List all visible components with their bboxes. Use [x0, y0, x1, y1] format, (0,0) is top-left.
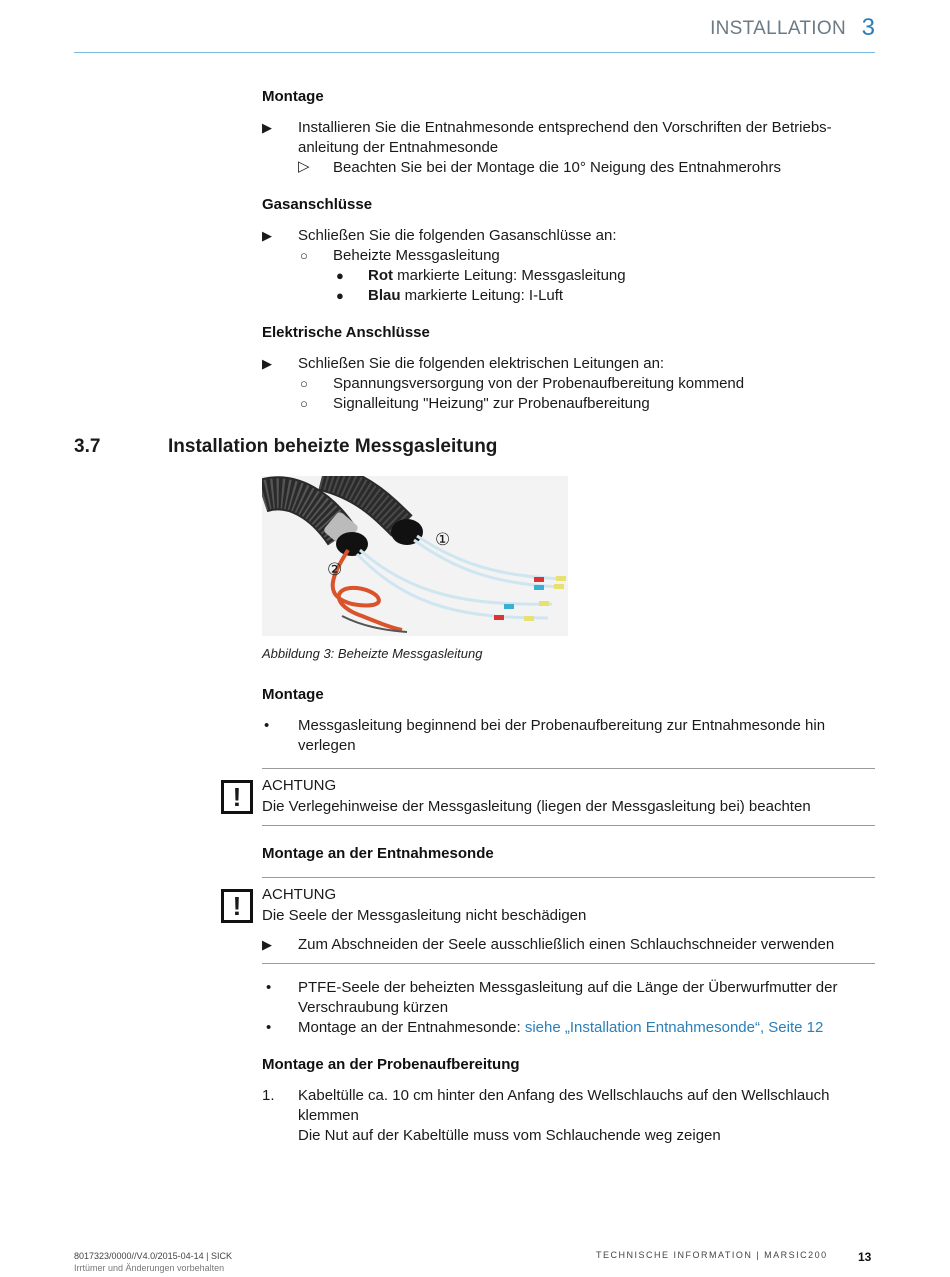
warning-text: Die Verlegehinweise der Messgasleitung (liegen der Messgasleitung bei) beachten — [262, 798, 811, 815]
step-text: Zum Abschneiden der Seele ausschließlich einen Schlauchschneider verwenden — [298, 936, 835, 953]
sub-item-text: Beheizte Messgasleitung — [333, 247, 500, 264]
footer-document-title: TECHNISCHE INFORMATION | MARSIC200 — [596, 1250, 828, 1260]
sub-item-signal — [262, 394, 875, 414]
chapter-title: INSTALLATION — [710, 18, 846, 39]
warning-icon: ! — [221, 780, 253, 814]
circle-bullet-icon: ○ — [300, 396, 308, 411]
callout-1: ① — [435, 530, 451, 549]
list-item-blue — [262, 286, 875, 306]
footer-doc-id: 8017323/0000//V4.0/2015-04-14 | SICK — [74, 1251, 232, 1261]
warning-title: ACHTUNG — [262, 777, 337, 794]
step-result-line: Die Nut auf der Kabeltülle muss vom Schlauchende weg zeigen — [298, 1127, 721, 1144]
result-arrow-icon: ▷ — [298, 158, 310, 175]
heated-line-illustration — [262, 476, 568, 636]
bullet-icon: • — [264, 717, 270, 734]
footer-disclaimer: Irrtümer und Änderungen vorbehalten — [74, 1263, 225, 1273]
bullet-probe-link — [262, 1018, 875, 1038]
step-gas — [262, 226, 875, 246]
list-item-red — [262, 266, 875, 286]
callout-2: ② — [327, 560, 343, 579]
step-number: 1. — [262, 1087, 275, 1104]
bullet-ptfe — [262, 978, 875, 1018]
bullet-text-line2: verlegen — [298, 737, 356, 754]
bullet-icon: ● — [336, 288, 344, 303]
heading-gas-connections: Gasanschlüsse — [262, 196, 373, 213]
numbered-step-1 — [262, 1086, 875, 1146]
chapter-number: 3 — [861, 14, 875, 41]
step-arrow-icon: ▶ — [262, 228, 272, 243]
figure-heated-line-image — [262, 476, 568, 636]
bullet-icon: ● — [336, 268, 344, 283]
heading-montage-probe: Montage an der Entnahmesonde — [262, 845, 494, 862]
figure-caption: Abbildung 3: Beheizte Messgasleitung — [262, 646, 483, 661]
bullet-text: Montage an der Entnahmesonde: — [298, 1019, 525, 1036]
sub-item-heated-line — [262, 246, 875, 266]
bullet-text-line2: Verschraubung kürzen — [298, 999, 449, 1016]
step-electrical — [262, 354, 875, 374]
warning-text: Die Seele der Messgasleitung nicht beschädigen — [262, 907, 587, 924]
warning-bottom-rule — [262, 963, 875, 964]
section-number: 3.7 — [74, 436, 101, 457]
warning-step — [262, 935, 875, 955]
bullet-icon: • — [266, 979, 272, 996]
item-text: markierte Leitung: Messgasleitung — [393, 267, 626, 284]
warning-top-rule — [262, 877, 875, 878]
heading-montage-conditioning: Montage an der Probenaufbereitung — [262, 1056, 520, 1073]
cross-reference-link[interactable]: siehe „Installation Entnahmesonde“, Seite 12 — [524, 1019, 824, 1036]
warning-icon: ! — [221, 889, 253, 923]
step-text-line1: Kabeltülle ca. 10 cm hinter den Anfang des Wellschlauchs auf den Wellschlauch — [298, 1087, 830, 1104]
sub-item-text: Spannungsversorgung von der Probenaufbereitung kommend — [333, 375, 745, 392]
sub-item-power — [262, 374, 875, 394]
header-rule — [74, 52, 875, 53]
heading-electrical-connections: Elektrische Anschlüsse — [262, 324, 430, 341]
step-arrow-icon: ▶ — [262, 937, 272, 952]
step-arrow-icon: ▶ — [262, 356, 272, 371]
step-text-line1: Installieren Sie die Entnahmesonde entsprechend den Vorschriften der Betriebs- — [298, 119, 832, 136]
item-text: markierte Leitung: I-Luft — [400, 287, 564, 304]
bullet-text-line1: Messgasleitung beginnend bei der Probenaufbereitung zur Entnahmesonde hin — [298, 717, 826, 734]
result-tilt — [262, 158, 875, 178]
warning-top-rule — [262, 768, 875, 769]
step-text: Schließen Sie die folgenden elektrischen Leitungen an: — [298, 355, 665, 372]
bullet-lay-line — [262, 716, 875, 756]
warning-bottom-rule — [262, 825, 875, 826]
color-label-red: Rot — [368, 267, 393, 284]
bullet-text-line1: PTFE-Seele der beheizten Messgasleitung auf die Länge der Überwurfmutter der — [298, 979, 838, 996]
circle-bullet-icon: ○ — [300, 376, 308, 391]
step-install-probe — [262, 118, 875, 158]
heading-montage: Montage — [262, 88, 324, 105]
circle-bullet-icon: ○ — [300, 248, 308, 263]
warning-title: ACHTUNG — [262, 886, 337, 903]
step-arrow-icon: ▶ — [262, 120, 272, 135]
step-text-line2: anleitung der Entnahmesonde — [298, 139, 499, 156]
heading-montage-2: Montage — [262, 686, 324, 703]
sub-item-text: Signalleitung "Heizung" zur Probenaufbereitung — [333, 395, 650, 412]
page-number: 13 — [858, 1250, 872, 1264]
bullet-icon: • — [266, 1019, 272, 1036]
footer-doc-info — [74, 1250, 232, 1274]
color-label-blue: Blau — [368, 287, 401, 304]
step-text: Schließen Sie die folgenden Gasanschlüsse an: — [298, 227, 617, 244]
section-title: Installation beheizte Messgasleitung — [168, 436, 498, 457]
result-text: Beachten Sie bei der Montage die 10° Neigung des Entnahmerohrs — [333, 159, 781, 176]
step-text-line2: klemmen — [298, 1107, 359, 1124]
